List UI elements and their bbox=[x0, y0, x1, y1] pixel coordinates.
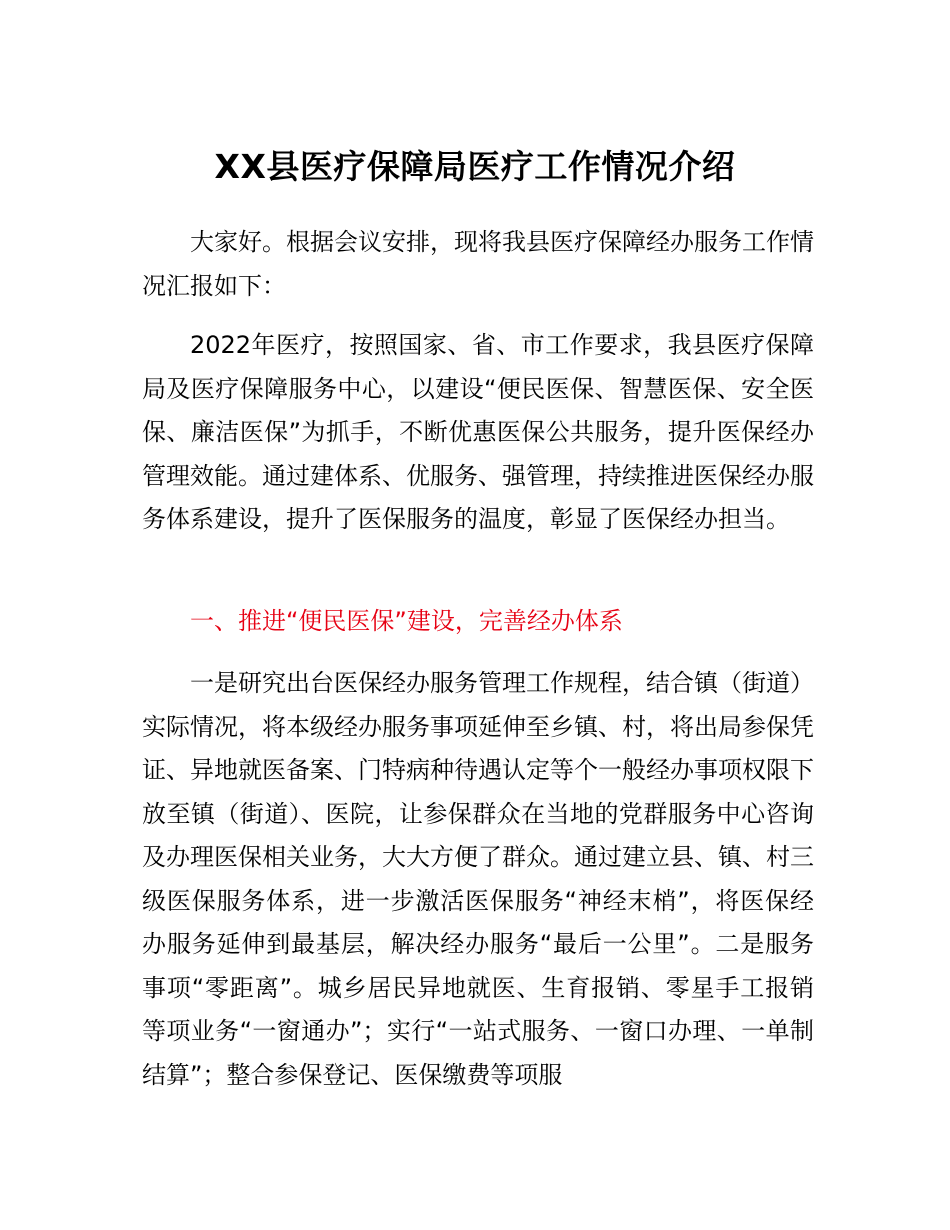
intro-paragraph: 大家好。根据会议安排，现将我县医疗保障经办服务工作情况汇报如下： bbox=[142, 228, 814, 300]
overview-paragraph: 2022年医疗，按照国家、省、市工作要求，我县医疗保障局及医疗保障服务中心，以建设“便民医保、智慧医保、安全医保、廉洁医保”为抓手，不断优惠医保公共服务，提升医保经办管理效能。通过建体系、优服务、强管理，持续推进医保经办服务体系建设，提升了医保服务的温度，彰显了医保经办担当。 bbox=[142, 331, 814, 533]
section-heading: 一、推进“便民医保”建设，完善经办体系 bbox=[190, 607, 623, 635]
section-paragraph: 一是研究出台医保经办服务管理工作规程，结合镇（街道）实际情况，将本级经办服务事项延伸至乡镇、村，将出局参保凭证、异地就医备案、门特病种待遇认定等个一般经办事项权限下放至镇（街道）、医院，让参保群众在当地的党群服务中心咨询及办理医保相关业务，大大方便了群众。通过建立县、镇、村三级医保服务体系，进一步激活医保服务“神经末梢”，将医保经办服务延伸到最基层，解决经办服务“最后一公里”。二是服务事项“零距离”。城乡居民异地就医、生育报销、零星手工报销等项业务“一窗通办”；实行“一站式服务、一窗口办理、一单制结算”；整合参保登记、医保缴费等项服 bbox=[142, 669, 814, 1089]
page-title: XX县医疗保障局医疗工作情况介绍 bbox=[214, 147, 736, 186]
